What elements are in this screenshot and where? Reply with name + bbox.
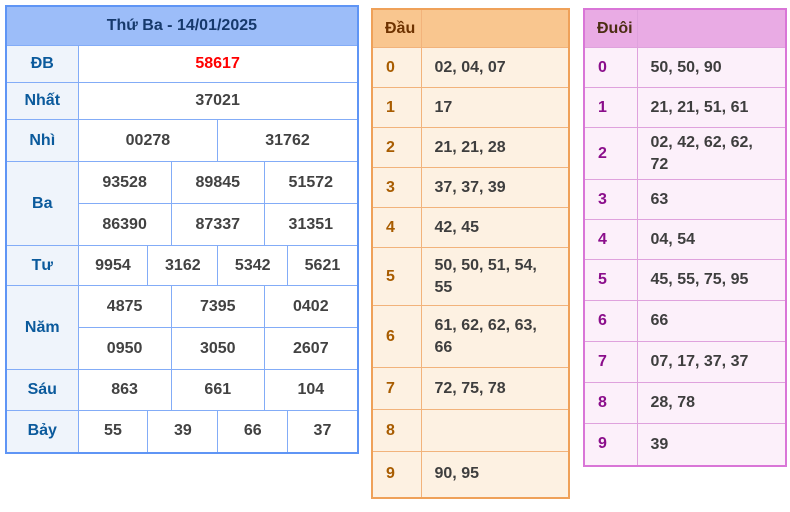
prize-value: 5621 xyxy=(288,246,358,286)
duoi-numbers: 63 xyxy=(637,180,786,220)
dau-header: Đầu xyxy=(372,9,421,48)
duoi-digit: 3 xyxy=(584,180,637,220)
prize-label-sau: Sáu xyxy=(6,370,78,411)
prize-value: 87337 xyxy=(171,204,264,246)
dau-numbers: 50, 50, 51, 54, 55 xyxy=(421,248,569,306)
duoi-digit: 0 xyxy=(584,48,637,88)
prize-value: 66 xyxy=(218,411,288,453)
prize-label-nam: Năm xyxy=(6,286,78,370)
dau-digit: 1 xyxy=(372,88,421,128)
prize-row-ba-1 xyxy=(6,162,358,204)
dau-numbers: 42, 45 xyxy=(421,208,569,248)
dau-numbers: 61, 62, 62, 63, 66 xyxy=(421,306,569,368)
prize-row-bay xyxy=(6,411,358,453)
dau-numbers: 17 xyxy=(421,88,569,128)
prize-value: 31351 xyxy=(264,204,357,246)
prize-row-nhi xyxy=(6,120,358,162)
dau-numbers: 21, 21, 28 xyxy=(421,128,569,168)
prize-value: 89845 xyxy=(171,162,264,204)
prize-value: 5342 xyxy=(218,246,288,286)
duoi-digit: 2 xyxy=(584,128,637,180)
duoi-numbers: 02, 42, 62, 62, 72 xyxy=(637,128,786,180)
prize-value: 37 xyxy=(288,411,358,453)
dau-digit: 8 xyxy=(372,410,421,452)
duoi-digit: 4 xyxy=(584,220,637,260)
duoi-numbers: 07, 17, 37, 37 xyxy=(637,342,786,383)
duoi-row xyxy=(584,88,786,128)
duoi-numbers: 39 xyxy=(637,424,786,466)
duoi-header-spacer xyxy=(637,9,786,48)
duoi-digit: 8 xyxy=(584,383,637,424)
duoi-header-row xyxy=(584,9,786,48)
results-header-row xyxy=(6,6,358,46)
dau-row xyxy=(372,452,569,498)
prize-value: 2607 xyxy=(264,328,357,370)
duoi-row xyxy=(584,424,786,466)
dau-numbers: 02, 04, 07 xyxy=(421,48,569,88)
duoi-row xyxy=(584,128,786,180)
prize-value: 93528 xyxy=(78,162,171,204)
duoi-numbers: 66 xyxy=(637,301,786,342)
dau-digit: 9 xyxy=(372,452,421,498)
dau-row xyxy=(372,168,569,208)
dau-header-row xyxy=(372,9,569,48)
dau-row xyxy=(372,208,569,248)
prize-value: 86390 xyxy=(78,204,171,246)
duoi-row xyxy=(584,383,786,424)
duoi-numbers: 28, 78 xyxy=(637,383,786,424)
duoi-header: Đuôi xyxy=(584,9,637,48)
dau-numbers: 72, 75, 78 xyxy=(421,368,569,410)
prize-label-ba: Ba xyxy=(6,162,78,246)
duoi-digit: 1 xyxy=(584,88,637,128)
prize-value: 31762 xyxy=(218,120,358,162)
dau-digit: 0 xyxy=(372,48,421,88)
results-table xyxy=(5,5,359,454)
dau-row xyxy=(372,88,569,128)
prize-label-nhat: Nhất xyxy=(6,83,78,120)
prize-value: 0950 xyxy=(78,328,171,370)
duoi-digit: 7 xyxy=(584,342,637,383)
dau-digit: 7 xyxy=(372,368,421,410)
prize-value: 863 xyxy=(78,370,171,411)
duoi-digit: 9 xyxy=(584,424,637,466)
dau-row xyxy=(372,410,569,452)
dau-numbers: 90, 95 xyxy=(421,452,569,498)
prize-value: 51572 xyxy=(264,162,357,204)
prize-value: 39 xyxy=(148,411,218,453)
duoi-row xyxy=(584,260,786,301)
duoi-numbers: 45, 55, 75, 95 xyxy=(637,260,786,301)
duoi-row xyxy=(584,48,786,88)
duoi-numbers: 04, 54 xyxy=(637,220,786,260)
duoi-table xyxy=(583,8,787,467)
prize-label-tu: Tư xyxy=(6,246,78,286)
prize-value: 7395 xyxy=(171,286,264,328)
prize-label-db: ĐB xyxy=(6,46,78,83)
duoi-digit: 5 xyxy=(584,260,637,301)
results-date-header: Thứ Ba - 14/01/2025 xyxy=(6,6,358,46)
prize-value: 00278 xyxy=(78,120,218,162)
duoi-row xyxy=(584,180,786,220)
dau-header-spacer xyxy=(421,9,569,48)
prize-row-tu xyxy=(6,246,358,286)
prize-value-special: 58617 xyxy=(78,46,358,83)
duoi-row xyxy=(584,342,786,383)
dau-row xyxy=(372,306,569,368)
dau-numbers: 37, 37, 39 xyxy=(421,168,569,208)
dau-row xyxy=(372,128,569,168)
prize-value: 55 xyxy=(78,411,148,453)
prize-row-nhat xyxy=(6,83,358,120)
duoi-digit: 6 xyxy=(584,301,637,342)
dau-row xyxy=(372,248,569,306)
prize-value: 0402 xyxy=(264,286,357,328)
prize-value: 3050 xyxy=(171,328,264,370)
prize-value: 104 xyxy=(264,370,357,411)
prize-row-nam-1 xyxy=(6,286,358,328)
prize-label-nhi: Nhì xyxy=(6,120,78,162)
prize-value: 4875 xyxy=(78,286,171,328)
prize-value: 661 xyxy=(171,370,264,411)
prize-row-db xyxy=(6,46,358,83)
duoi-row xyxy=(584,220,786,260)
dau-digit: 6 xyxy=(372,306,421,368)
prize-label-bay: Bảy xyxy=(6,411,78,453)
dau-numbers xyxy=(421,410,569,452)
dau-digit: 5 xyxy=(372,248,421,306)
dau-digit: 4 xyxy=(372,208,421,248)
dau-row xyxy=(372,368,569,410)
duoi-numbers: 21, 21, 51, 61 xyxy=(637,88,786,128)
dau-row xyxy=(372,48,569,88)
dau-digit: 3 xyxy=(372,168,421,208)
dau-digit: 2 xyxy=(372,128,421,168)
dau-table xyxy=(371,8,570,499)
prize-value: 3162 xyxy=(148,246,218,286)
duoi-numbers: 50, 50, 90 xyxy=(637,48,786,88)
prize-row-sau xyxy=(6,370,358,411)
duoi-row xyxy=(584,301,786,342)
prize-value: 37021 xyxy=(78,83,358,120)
prize-value: 9954 xyxy=(78,246,148,286)
